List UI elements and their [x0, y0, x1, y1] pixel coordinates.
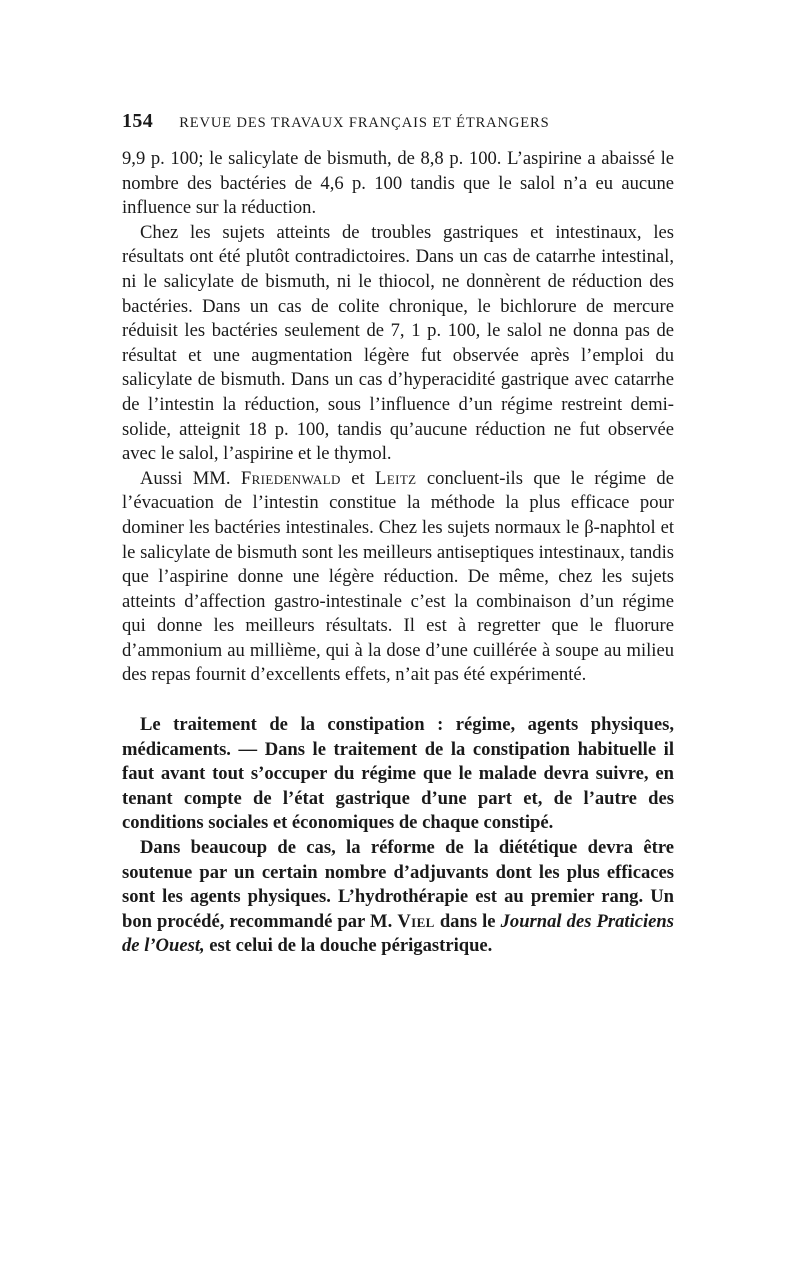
- section-heading: Le traitement de la constipation : régime, agents physiques, médicaments. —: [122, 714, 674, 760]
- paragraph-4: [122, 713, 674, 836]
- paragraph-3: [122, 467, 674, 688]
- page-header: [122, 110, 674, 133]
- document-page: [122, 110, 674, 959]
- p3-text-b: et: [351, 467, 365, 489]
- p5-text-c: est celui de la douche périgastrique.: [209, 935, 493, 957]
- p4-text: Dans le traitement de la constipation habituelle il faut avant tout s’occuper du régime que le malade devra suivre, en tenant compte de l’état gastrique d’une part et, de l’autre des conditions sociales et économiques de chaque constipé.: [122, 738, 674, 834]
- p5-text-a: Dans beaucoup de cas, la réforme de la diététique devra être soutenue par un certain nombre d’adjuvants dont les plus efficaces sont les agents physiques. L’hydrothérapie est au premier rang. Un bon procédé, recommandé par M.: [122, 837, 674, 932]
- p5-text-b: dans le: [439, 910, 496, 932]
- author-leitz: Leitz: [375, 467, 417, 489]
- paragraph-5: [122, 836, 674, 959]
- running-title: REVUE DES TRAVAUX FRANÇAIS ET ÉTRANGERS: [179, 115, 550, 131]
- author-friedenwald: Friedenwald: [240, 467, 341, 489]
- page-number: 154: [122, 110, 154, 132]
- p3-text-c: concluent-ils que le régime de l’évacuation de l’intestin constitue la méthode la plus efficace pour dominer les bactéries intestinales. Chez les sujets normaux le β-naphtol et le salicylate de bismuth sont les meilleurs antiseptiques intestinaux, tandis que l’aspirine donne une légère réduction. De même, chez les sujets atteints d’affection gastro-intestinale c’est la combinaison d’un régime qui donne les meilleurs résultats. Il est à regretter que le fluorure d’ammonium au millième, qui à la dose d’une cuillérée à soupe au milieu des repas fournit d’excellents effets, n’ait pas été expérimenté.: [122, 467, 674, 686]
- p3-text-a: Aussi MM.: [140, 467, 231, 489]
- paragraph-2: Chez les sujets atteints de troubles gastriques et intestinaux, les résultats ont été plutôt contradictoires. Dans un cas de catarrhe intestinal, ni le salicylate de bismuth, ni le thiocol, ne donnèrent de réduction des bactéries. Dans un cas de colite chronique, le bichlorure de mercure réduisit les bactéries seulement de 7, 1 p. 100, le salol ne donna pas de résultat et une augmentation légère fut observée après l’emploi du salicylate de bismuth. Dans un cas d’hyperacidité gastrique avec catarrhe de l’intestin la réduction, sous l’influence d’un régime restreint demi-solide, atteignit 18 p. 100, tandis qu’aucune réduction ne fut observée avec le salol, l’aspirine et le thymol.: [122, 221, 674, 465]
- paragraph-1: 9,9 p. 100; le salicylate de bismuth, de 8,8 p. 100. L’aspirine a abaissé le nombre des bactéries de 4,6 p. 100 tandis que le salol n’a eu aucune influence sur la réduction.: [122, 148, 674, 219]
- author-viel: Viel: [397, 910, 435, 932]
- journal-title: Journal des Praticiens de l’Ouest,: [122, 910, 674, 957]
